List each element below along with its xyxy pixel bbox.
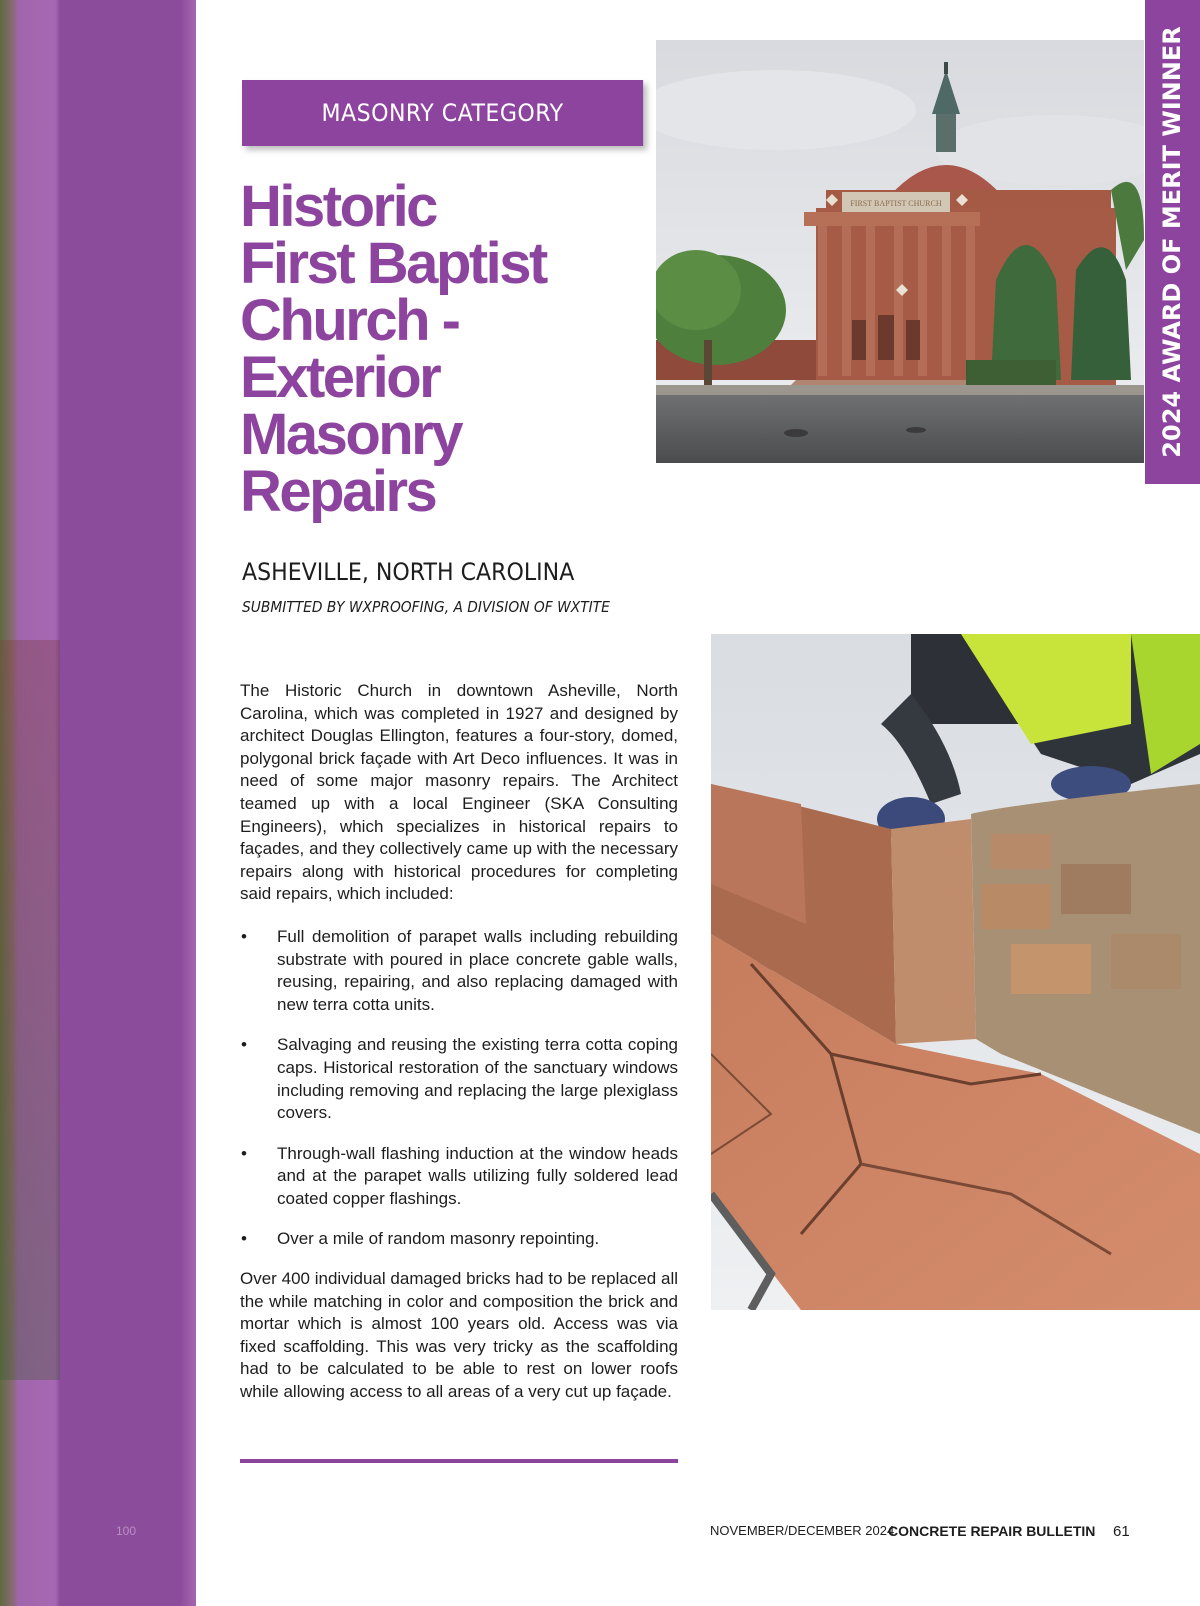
intro-paragraph: The Historic Church in downtown Asheville, North Carolina, which was completed in 1927 and designed by architect Douglas Ellington, features a four-story, domed, polygonal brick façade with Art Deco influences. It was in need of some major masonry repairs. The Architect teamed up with a local Engineer (SKA Consulting Engineers), which specializes in historical repairs to façades, and they collectively came up with the necessary repairs along with historical procedures for completing said repairs, which included: bbox=[240, 681, 678, 904]
award-banner bbox=[1145, 0, 1200, 484]
list-item bbox=[240, 926, 678, 1016]
title-line: Exterior bbox=[240, 345, 440, 410]
bullet-icon: • bbox=[241, 1035, 247, 1055]
footer-magazine: CONCRETE REPAIR BULLETIN bbox=[888, 1523, 1096, 1539]
list-item bbox=[240, 1143, 678, 1211]
repairs-list bbox=[240, 926, 678, 1251]
page-number: 61 bbox=[1113, 1523, 1130, 1540]
list-item-text: Salvaging and reusing the existing terra cotta coping caps. Historical restoration of the sanctuary windows including removing and replacing the large plexiglass covers. bbox=[277, 1035, 678, 1123]
title-line: Church - bbox=[240, 288, 459, 353]
list-item-text: Over a mile of random masonry repointing. bbox=[277, 1229, 600, 1249]
left-band-number: 100 bbox=[116, 1524, 137, 1538]
award-text: 2024 AWARD OF MERIT WINNER bbox=[1158, 26, 1186, 458]
list-item-text: Full demolition of parapet walls including rebuilding substrate with poured in place concrete gable walls, reusing, repairing, and also replacing damaged with new terra cotta units. bbox=[277, 926, 678, 1014]
church-sign-text: FIRST BAPTIST CHURCH bbox=[850, 199, 942, 208]
article-body bbox=[240, 680, 678, 1404]
submitted-by: SUBMITTED BY WXPROOFING, A DIVISION OF WXTITE bbox=[242, 598, 610, 616]
list-item bbox=[240, 1034, 678, 1124]
title-line: Repairs bbox=[240, 459, 436, 524]
left-photo-strip bbox=[0, 0, 196, 1606]
article-title bbox=[240, 174, 660, 524]
church-photo bbox=[656, 40, 1144, 463]
title-line: Historic bbox=[240, 174, 436, 239]
footer-issue: NOVEMBER/DECEMBER 2024 bbox=[710, 1523, 895, 1538]
closing-paragraph: Over 400 individual damaged bricks had to be replaced all the while matching in color and composition the brick and mortar which is almost 100 years old. Access was via fixed scaffolding. This was very tricky as the scaffolding had to be calculated to be able to rest on lower roofs while allowing access to all areas of a very cut up façade. bbox=[240, 1269, 678, 1402]
location-heading: ASHEVILLE, NORTH CAROLINA bbox=[242, 558, 575, 586]
bullet-icon: • bbox=[241, 926, 247, 946]
bullet-icon: • bbox=[241, 1229, 247, 1249]
list-item-text: Through-wall flashing induction at the window heads and at the parapet walls utilizing fully soldered lead coated copper flashings. bbox=[277, 1143, 678, 1208]
divider-rule bbox=[240, 1459, 678, 1463]
title-line: Masonry bbox=[240, 402, 462, 467]
masonry-work-photo bbox=[711, 634, 1200, 1310]
category-banner: MASONRY CATEGORY bbox=[242, 80, 643, 146]
left-photo-ghost bbox=[0, 640, 60, 1380]
bullet-icon: • bbox=[241, 1143, 247, 1163]
title-line: First Baptist bbox=[240, 231, 546, 296]
list-item bbox=[240, 1228, 678, 1251]
